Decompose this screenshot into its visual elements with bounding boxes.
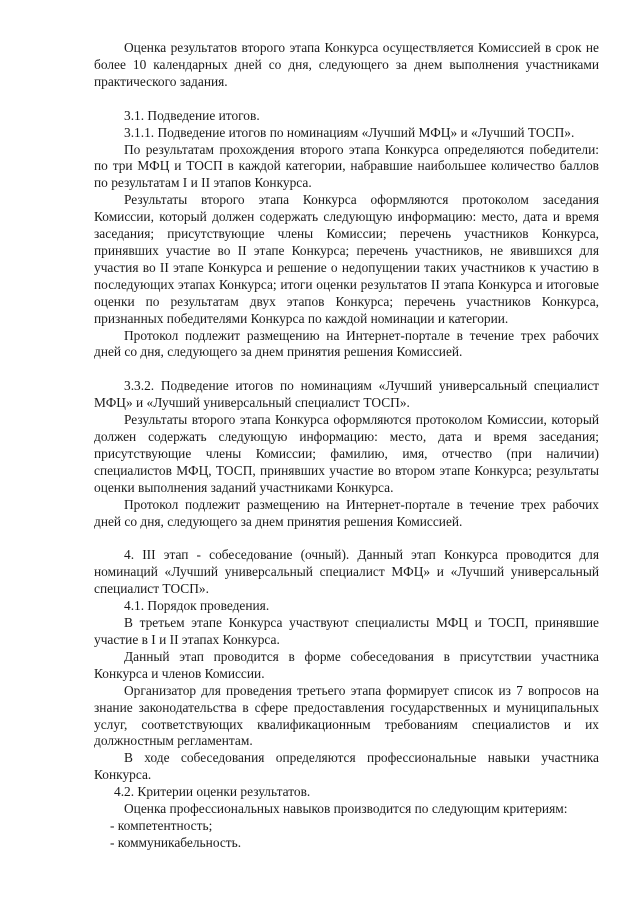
heading-3-3-2: 3.3.2. Подведение итогов по номинациям «Лучший универсальный специалист МФЦ» и «Лучший универсальный специалист ТОСП». (94, 378, 599, 411)
list-item-competence: - компетентность; (110, 817, 213, 833)
heading-4-stage3: 4. III этап - собеседование (очный). Данный этап Конкурса проводится для номинаций «Лучший универсальный специалист МФЦ» и «Лучший универсальный специалист ТОСП». (94, 547, 599, 597)
list-item-communication: - коммуникабельность. (110, 834, 242, 850)
heading-3-1: 3.1. Подведение итогов. (124, 107, 260, 123)
paragraph-stage3-form: Данный этап проводится в форме собеседования в присутствии участника Конкурса и членов Комиссии. (94, 648, 599, 681)
paragraph-specialist-protocol: Результаты второго этапа Конкурса оформляются протоколом Комиссии, который должен содержать следующую информацию: место, дата и время заседания; присутствующие члены Комиссии; фамилию, имя, отчество (при наличии) специалистов МФЦ, ТОСП, принявших участие во втором этапе Конкурса; результаты оценки выполнения заданий участниками Конкурса. (94, 412, 599, 495)
heading-4-1: 4.1. Порядок проведения. (124, 598, 270, 614)
paragraph-winners: По результатам прохождения второго этапа Конкурса определяются победители: по три МФЦ и ТОСП в каждой категории, набравшие наибольшее количество баллов по результатам I и II этапов Конкурса. (94, 141, 599, 191)
paragraph-evaluation-stage2: Оценка результатов второго этапа Конкурса осуществляется Комиссией в срок не более 10 календарных дней со дня, следующего за днем выполнения участниками практического задания. (94, 40, 599, 89)
paragraph-questions-list: Организатор для проведения третьего этапа формирует список из 7 вопросов на знание законодательства в сфере предоставления государственных и муниципальных услуг, соответствующих квалификационным требованиям специалистов и их должностным регламентам. (94, 682, 599, 749)
paragraph-protocol-content: Результаты второго этапа Конкурса оформляются протоколом заседания Комиссии, который должен содержать следующую информацию: место, дата и время заседания; присутствующие члены Комиссии; перечень участников Конкурса, принявших участие во II этапе Конкурса; перечень участников, не явившихся для участия во II этапе Конкурса и решение о недопущении таких участников к участию в последующих этапах Конкурса; итоги оценки результатов II этапа Конкурса и итоговые оценки по результатам двух этапов Конкурса; перечень участников Конкурса, признанных победителями Конкурса по каждой номинации и категории. (94, 192, 599, 326)
heading-4-2: 4.2. Критерии оценки результатов. (114, 784, 311, 800)
paragraph-interview-skills: В ходе собеседования определяются профессиональные навыки участника Конкурса. (94, 750, 599, 783)
heading-3-1-1: 3.1.1. Подведение итогов по номинациям «Лучший МФЦ» и «Лучший ТОСП». (124, 124, 575, 140)
paragraph-criteria-intro: Оценка профессиональных навыков производится по следующим критериям: (124, 801, 568, 817)
paragraph-stage3-participants: В третьем этапе Конкурса участвуют специалисты МФЦ и ТОСП, принявшие участие в I и II этапах Конкурса. (94, 615, 599, 647)
paragraph-specialist-publish: Протокол подлежит размещению на Интернет-портале в течение трех рабочих дней со дня, следующего за днем принятия решения Комиссией. (94, 496, 599, 529)
paragraph-protocol-publish: Протокол подлежит размещению на Интернет-портале в течение трех рабочих дней со дня, следующего за днем принятия решения Комиссией. (94, 327, 599, 360)
